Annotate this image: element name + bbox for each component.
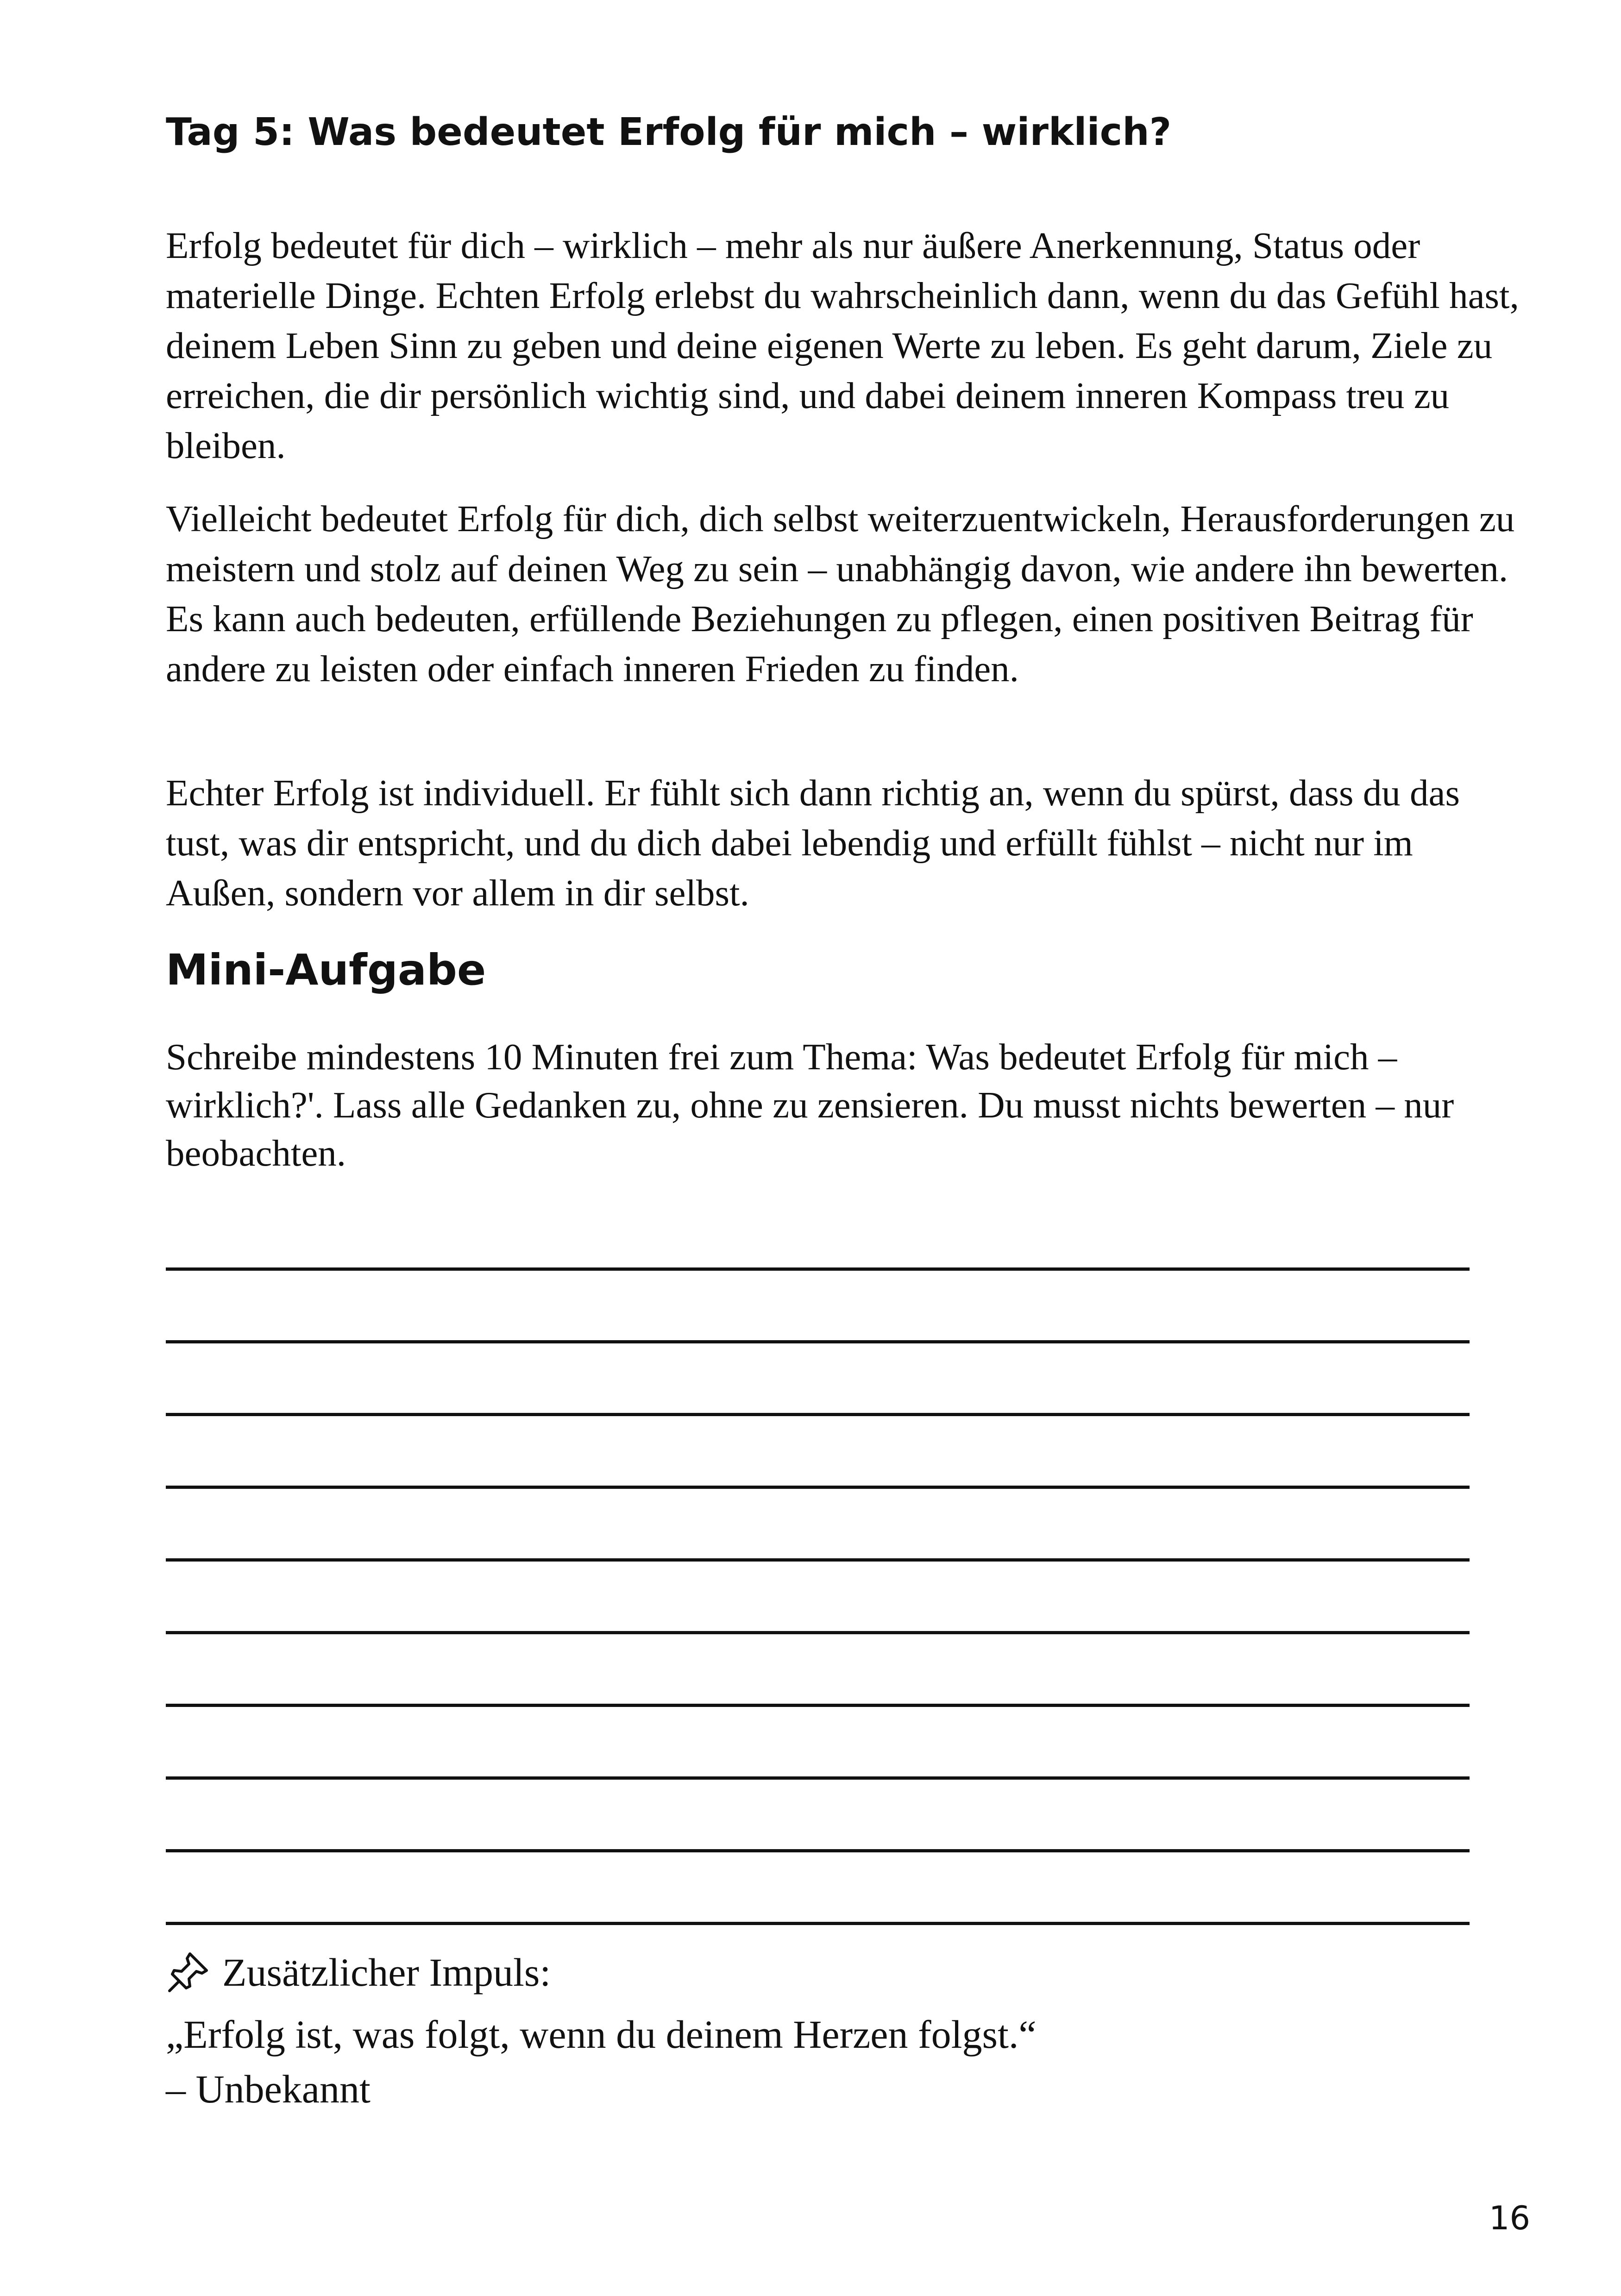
page-title: Tag 5: Was bedeutet Erfolg für mich – wirklich?	[166, 110, 1172, 154]
body-paragraph-1: Erfolg bedeutet für dich – wirklich – mehr als nur äußere Anerkennung, Status oder materielle Dinge. Echten Erfolg erlebst du wahrscheinlich dann, wenn du das Gefühl hast, deinem Leben Sinn zu geben und deine eigenen Werte zu leben. Es geht darum, Ziele zu erreichen, die dir persönlich wichtig sind, und dabei deinem inneren Kompass treu zu bleiben.	[166, 225, 1519, 466]
writing-line	[166, 1704, 1470, 1707]
page-number: 16	[1489, 2199, 1530, 2237]
quote-author: – Unbekannt	[166, 2067, 371, 2111]
impulse-label: Zusätzlicher Impuls:	[222, 1950, 551, 1995]
task-heading: Mini-Aufgabe	[166, 945, 486, 995]
writing-line	[166, 1558, 1470, 1562]
writing-line	[166, 1849, 1470, 1852]
body-paragraph-3: Echter Erfolg ist individuell. Er fühlt sich dann richtig an, wenn du spürst, dass du das tust, was dir entspricht, und du dich dabei lebendig und erfüllt fühlst – nicht nur im Außen, sondern vor allem in dir selbst.	[166, 772, 1460, 914]
writing-line	[166, 1776, 1470, 1780]
quote-text: „Erfolg ist, was folgt, wenn du deinem Herzen folgst.“	[166, 2012, 1037, 2057]
impulse-header	[166, 1947, 551, 1998]
writing-line	[166, 1486, 1470, 1489]
task-instructions: Schreibe mindestens 10 Minuten frei zum Thema: Was bedeutet Erfolg für mich – wirklich?'. Lass alle Gedanken zu, ohne zu zensieren. Du musst nichts bewerten – nur beobachten.	[166, 1036, 1454, 1174]
writing-line	[166, 1631, 1470, 1634]
writing-line	[166, 1922, 1470, 1925]
pushpin-icon	[166, 1950, 210, 1995]
writing-line	[166, 1413, 1470, 1416]
body-paragraph-2: Vielleicht bedeutet Erfolg für dich, dich selbst weiterzuentwickeln, Herausforderungen zu meistern und stolz auf deinen Weg zu sein – unabhängig davon, wie andere ihn bewerten. Es kann auch bedeuten, erfüllende Beziehungen zu pflegen, einen positiven Beitrag für andere zu leisten oder einfach inneren Frieden zu finden.	[166, 498, 1515, 690]
writing-line	[166, 1267, 1470, 1271]
impulse-quote	[166, 2007, 1037, 2116]
writing-line	[166, 1340, 1470, 1343]
